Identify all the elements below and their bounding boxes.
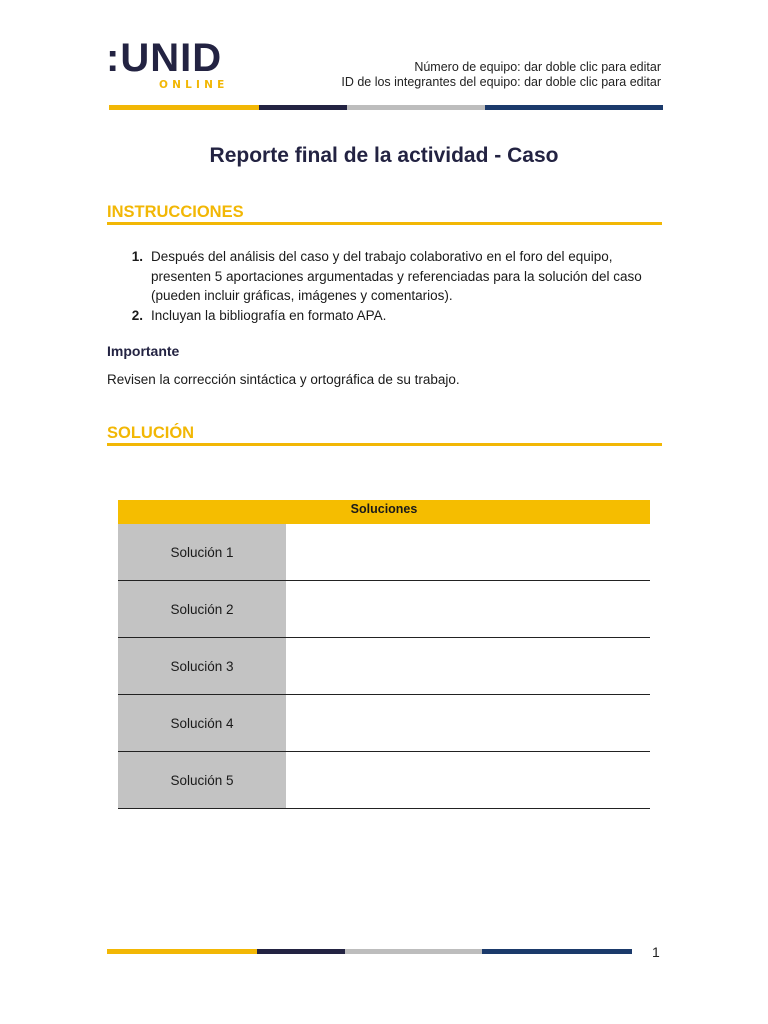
list-item-text: Después del análisis del caso y del trabajo colaborativo en el foro del equipo, presenten 5 aportaciones argumentadas y referenciadas para la solución del caso (pueden incluir gráficas, imágenes y comentarios). xyxy=(151,249,642,303)
solution-heading: SOLUCIÓN xyxy=(107,424,195,442)
page-number: 1 xyxy=(652,944,660,960)
bottom-color-stripe xyxy=(107,949,632,954)
logo-sub-text: ONLINE xyxy=(159,79,229,91)
list-item xyxy=(107,306,667,326)
solution-input-cell[interactable] xyxy=(286,524,650,580)
solution-input-cell[interactable] xyxy=(286,638,650,694)
instructions-rule xyxy=(107,222,662,225)
team-ids-field[interactable]: ID de los integrantes del equipo: dar doble clic para editar xyxy=(341,75,661,89)
table-row xyxy=(118,638,650,695)
team-number-field[interactable]: Número de equipo: dar doble clic para editar xyxy=(414,60,661,74)
table-header: Soluciones xyxy=(118,500,650,524)
instructions-list xyxy=(107,247,667,325)
important-text: Revisen la corrección sintáctica y ortográfica de su trabajo. xyxy=(107,372,460,387)
table-row xyxy=(118,524,650,581)
table-row xyxy=(118,695,650,752)
list-item-number: 2. xyxy=(131,307,143,323)
instructions-heading: INSTRUCCIONES xyxy=(107,203,244,221)
important-heading: Importante xyxy=(107,343,180,359)
table-row xyxy=(118,581,650,638)
solution-label: Solución 2 xyxy=(118,581,286,637)
solution-input-cell[interactable] xyxy=(286,752,650,808)
list-item-text: Incluyan la bibliografía en formato APA. xyxy=(151,307,387,323)
list-item xyxy=(107,247,667,306)
table-row xyxy=(118,752,650,809)
solution-input-cell[interactable] xyxy=(286,581,650,637)
solutions-table xyxy=(118,500,650,809)
top-color-stripe xyxy=(109,105,663,110)
header-info xyxy=(341,60,661,90)
list-item-number: 1. xyxy=(131,249,143,264)
unid-online-logo xyxy=(106,38,246,94)
solution-label: Solución 1 xyxy=(118,524,286,580)
solution-rule xyxy=(107,443,662,446)
document-title: Reporte final de la actividad - Caso xyxy=(209,144,559,167)
solution-label: Solución 3 xyxy=(118,638,286,694)
logo-main-text: :UNID xyxy=(106,36,223,80)
solution-label: Solución 5 xyxy=(118,752,286,808)
solution-label: Solución 4 xyxy=(118,695,286,751)
solution-input-cell[interactable] xyxy=(286,695,650,751)
